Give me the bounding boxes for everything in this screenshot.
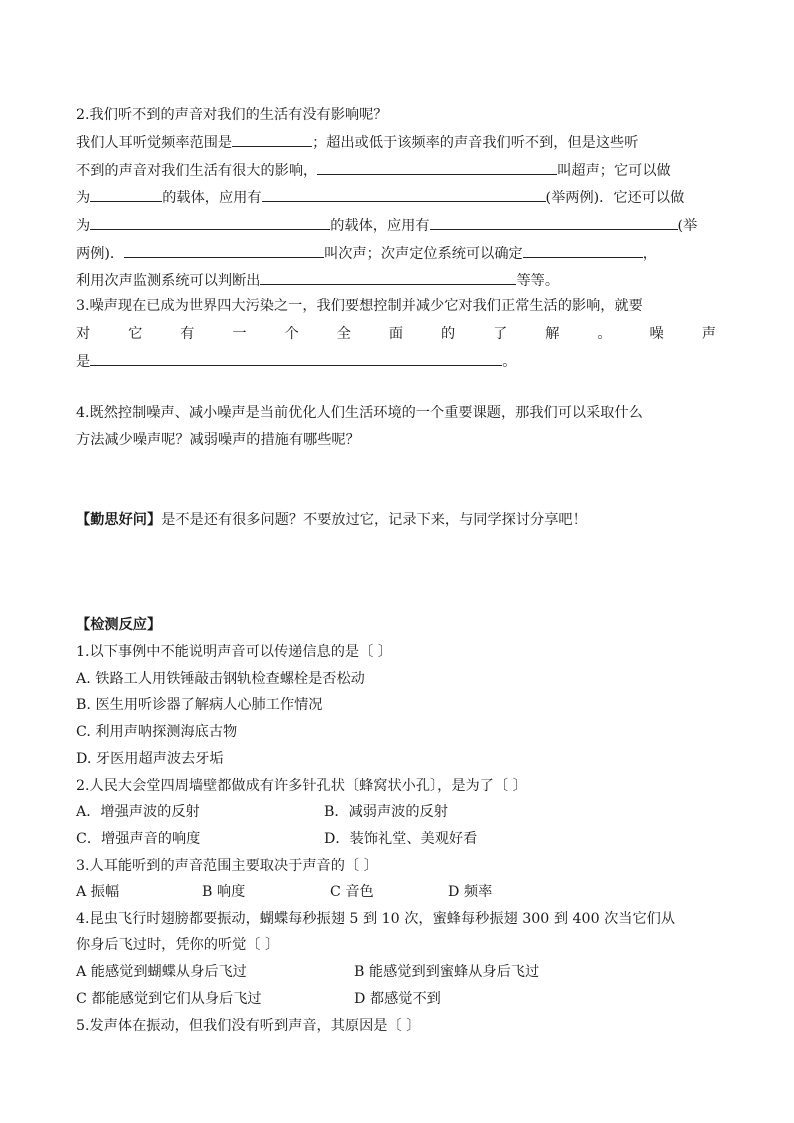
q4-line-2: 方法减少噪声呢？减弱噪声的措施有哪些呢？	[76, 432, 360, 448]
test-q1: 1.以下事例中不能说明声音可以传递信息的是〔 〕	[76, 644, 392, 660]
q3-justified-char: 噪	[649, 326, 664, 342]
q3-line-2	[76, 324, 716, 344]
q2-text: 两例)．	[76, 246, 125, 262]
q3-line-3	[76, 351, 516, 372]
q4-line-1: 4.既然控制噪声、减小噪声是当前优化人们生活环境的一个重要课题，那我们可以采取什么	[76, 405, 643, 421]
q2-text: 为	[76, 190, 91, 206]
test-q2-option-c: C．增强声音的响度	[76, 831, 201, 847]
test-q1-option-c: C. 利用声呐探测海底古物	[76, 724, 238, 740]
q3-text: 。	[502, 354, 517, 370]
test-q3-option-c: C 音色	[330, 884, 374, 900]
blank-ultrasound-carrier[interactable]	[90, 187, 162, 202]
q2-text: 等等。	[516, 273, 560, 289]
think-label: 【勤思好问】	[76, 512, 162, 528]
q3-justified-char: 个	[284, 326, 299, 342]
test-q2-option-d: D．装饰礼堂、美观好看	[324, 831, 478, 847]
test-q2-option-b: B．减弱声波的反射	[324, 804, 448, 820]
q3-justified-char: 。	[597, 326, 612, 342]
q3-text: 是	[76, 354, 91, 370]
q3-justified-char: 面	[388, 326, 404, 342]
test-q3-option-d: D 频率	[448, 884, 493, 900]
q2-line-2	[76, 160, 671, 181]
q2-text: 叫超声；它可以做	[557, 163, 671, 179]
q2-text: 利用次声监测系统可以判断出	[76, 273, 261, 289]
q2-line-6	[76, 270, 559, 291]
test-q1-option-d: D. 牙医用超声波去牙垢	[76, 751, 224, 767]
q3-line-1: 3.噪声现在已成为世界四大污染之一，我们要想控制并减少它对我们正常生活的影响，就要	[76, 298, 643, 314]
blank-noise-definition[interactable]	[90, 351, 502, 366]
q3-justified-char: 的	[440, 326, 456, 342]
q3-justified-char: 一	[232, 326, 247, 342]
think-text: 是不是还有很多问题？不要放过它，记录下来，与同学探讨分享吧！	[161, 512, 587, 528]
blank-infrasound-monitoring[interactable]	[260, 270, 516, 285]
test-q2: 2.人民大会堂四周墙壁都做成有许多针孔状〔蜂窝状小孔〕，是为了〔 〕	[76, 778, 527, 794]
test-q3-option-b: B 响度	[202, 884, 246, 900]
think-section	[76, 510, 587, 530]
test-q4-option-c: C 都能感觉到它们从身后飞过	[76, 991, 262, 1007]
q3-justified-char: 解	[545, 326, 560, 342]
test-q4-option-b: B 能感觉到到蜜蜂从身后飞过	[354, 964, 540, 980]
q3-justified-char: 声	[701, 326, 716, 342]
q3-justified-char: 对	[76, 326, 91, 342]
q3-justified-char: 它	[128, 326, 143, 342]
blank-carrier-2[interactable]	[90, 215, 330, 230]
q2-title: 2.我们听不到的声音对我们的生活有没有影响呢？	[76, 107, 388, 123]
q2-text: ，	[642, 246, 657, 262]
test-q4-option-a: A 能感觉到蝴蝶从身后飞过	[76, 964, 247, 980]
q2-text: 叫次声；次声定位系统可以确定	[324, 246, 523, 262]
test-q4-line-1: 4.昆虫飞行时翅膀都要振动，蝴蝶每秒振翅 5 到 10 次，蜜蜂每秒振翅 300 到 400 次当它们从	[76, 911, 676, 927]
q3-justified-char: 了	[493, 326, 508, 342]
q2-line-4	[76, 215, 697, 236]
test-q4-option-d: D 都感觉不到	[354, 991, 441, 1007]
test-q4-line-2: 你身后飞过时，凭你的听觉〔 〕	[76, 937, 280, 953]
blank-infrasound-location[interactable]	[523, 243, 643, 258]
q2-line-5	[76, 243, 657, 264]
test-q3-option-a: A 振幅	[76, 884, 120, 900]
blank-infrasound-definition[interactable]	[124, 243, 324, 258]
test-q2-option-a: A．增强声波的反射	[76, 804, 200, 820]
test-header: 【检测反应】	[76, 617, 162, 633]
test-q1-option-b: B. 医生用听诊器了解病人心肺工作情况	[76, 697, 323, 713]
q2-line-1	[76, 132, 638, 153]
q2-text: 不到的声音对我们生活有很大的影响，	[76, 163, 318, 179]
q2-text: ；超出或低于该频率的声音我们听不到，但是这些听	[312, 135, 639, 151]
q2-text: (举	[677, 218, 698, 234]
q2-text: 为	[76, 218, 91, 234]
blank-applications-2[interactable]	[430, 215, 678, 230]
q3-justified-char: 有	[180, 326, 195, 342]
q2-text: 我们人耳听觉频率范围是	[76, 135, 233, 151]
test-q1-option-a: A. 铁路工人用铁锤敲击钢轨检查螺栓是否松动	[76, 671, 365, 687]
blank-ultrasound-definition[interactable]	[317, 160, 557, 175]
q2-text: 的载体，应用有	[330, 218, 430, 234]
q2-line-3	[76, 187, 684, 208]
test-q5: 5.发声体在振动，但我们没有听到声音，其原因是〔 〕	[76, 1018, 421, 1034]
blank-ultrasound-applications[interactable]	[262, 187, 546, 202]
blank-frequency-range[interactable]	[232, 132, 312, 147]
q2-text: 的载体，应用有	[162, 190, 262, 206]
test-q3: 3.人耳能听到的声音范围主要取决于声音的〔 〕	[76, 858, 378, 874]
q3-justified-char: 全	[336, 326, 351, 342]
q2-text: (举两例)．它还可以做	[545, 190, 685, 206]
